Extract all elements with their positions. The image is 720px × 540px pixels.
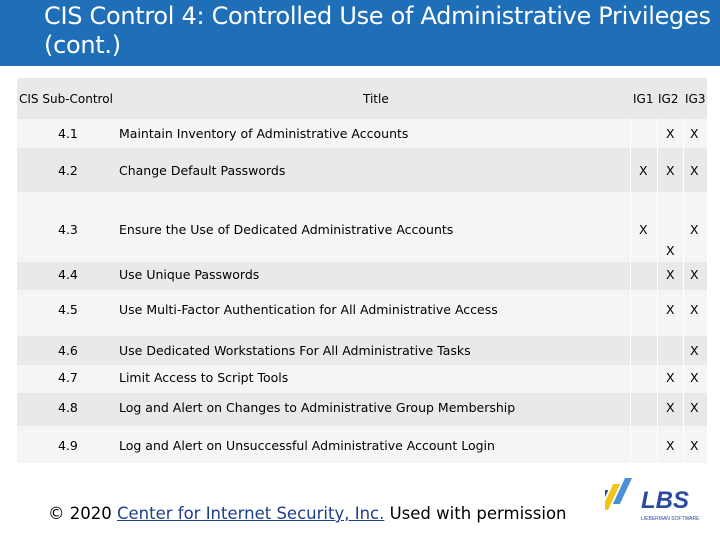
row-id: 4.3: [58, 222, 78, 237]
column-header-ig3: IG3: [685, 92, 706, 106]
cis-link[interactable]: Center for Internet Security, Inc.: [116, 504, 385, 523]
ig1-mark: X: [639, 163, 648, 178]
table-row: [17, 426, 707, 463]
ig3-mark: X: [690, 400, 699, 415]
row-id: 4.9: [58, 438, 78, 453]
controls-table: [17, 78, 707, 463]
column-header-title: Title: [363, 92, 389, 106]
ig2-mark: X: [666, 438, 675, 453]
ig3-mark: X: [690, 163, 699, 178]
table-row: [17, 119, 707, 148]
table-row: [17, 192, 707, 262]
ig3-mark: X: [690, 343, 699, 358]
row-id: 4.2: [58, 163, 78, 178]
lbs-logo-icon: [605, 476, 710, 524]
ig1-mark: X: [639, 222, 648, 237]
ig2-mark: X: [666, 243, 675, 258]
logo-subtext: LIEBERMAN SOFTWARE: [641, 516, 700, 522]
row-title: Log and Alert on Changes to Administrative Group Membership: [119, 400, 516, 415]
table-row: [17, 290, 707, 336]
ig3-mark: X: [690, 438, 699, 453]
column-header-ig1: IG1: [633, 92, 654, 106]
row-title: Use Unique Passwords: [119, 267, 260, 282]
row-id: 4.1: [58, 126, 78, 141]
copyright-prefix: © 2020: [48, 504, 117, 523]
logo-wordmark: LBS: [641, 487, 689, 514]
ig2-mark: X: [666, 267, 675, 282]
row-title: Change Default Passwords: [119, 163, 286, 178]
row-id: 4.8: [58, 400, 78, 415]
table-row: [17, 262, 707, 290]
row-title: Log and Alert on Unsuccessful Administrative Account Login: [119, 438, 495, 453]
row-id: 4.6: [58, 343, 78, 358]
row-title: Maintain Inventory of Administrative Accounts: [119, 126, 409, 141]
table-row: [17, 365, 707, 393]
ig2-mark: X: [666, 400, 675, 415]
ig3-mark: X: [690, 222, 699, 237]
row-title: Limit Access to Script Tools: [119, 370, 289, 385]
row-id: 4.4: [58, 267, 78, 282]
copyright-footer: [48, 504, 567, 523]
table-row: [17, 148, 707, 192]
column-header-sub-control: CIS Sub-Control: [19, 92, 113, 106]
ig3-mark: X: [690, 370, 699, 385]
ig2-mark: X: [666, 370, 675, 385]
ig2-mark: X: [666, 126, 675, 141]
row-id: 4.7: [58, 370, 78, 385]
ig3-mark: X: [690, 126, 699, 141]
slide-header: [0, 0, 720, 66]
table-row: [17, 393, 707, 426]
slide-title: CIS Control 4: Controlled Use of Administrative Privileges (cont.): [44, 2, 711, 59]
copyright-suffix: Used with permission: [384, 504, 567, 523]
row-title: Use Dedicated Workstations For All Administrative Tasks: [119, 343, 471, 358]
ig3-mark: X: [690, 302, 699, 317]
column-header-ig2: IG2: [658, 92, 679, 106]
lbs-logo: [605, 476, 710, 524]
ig2-mark: X: [666, 163, 675, 178]
ig3-mark: X: [690, 267, 699, 282]
row-title: Ensure the Use of Dedicated Administrative Accounts: [119, 222, 454, 237]
ig2-mark: X: [666, 302, 675, 317]
table-row: [17, 336, 707, 365]
row-title: Use Multi-Factor Authentication for All Administrative Access: [119, 302, 498, 317]
row-id: 4.5: [58, 302, 78, 317]
